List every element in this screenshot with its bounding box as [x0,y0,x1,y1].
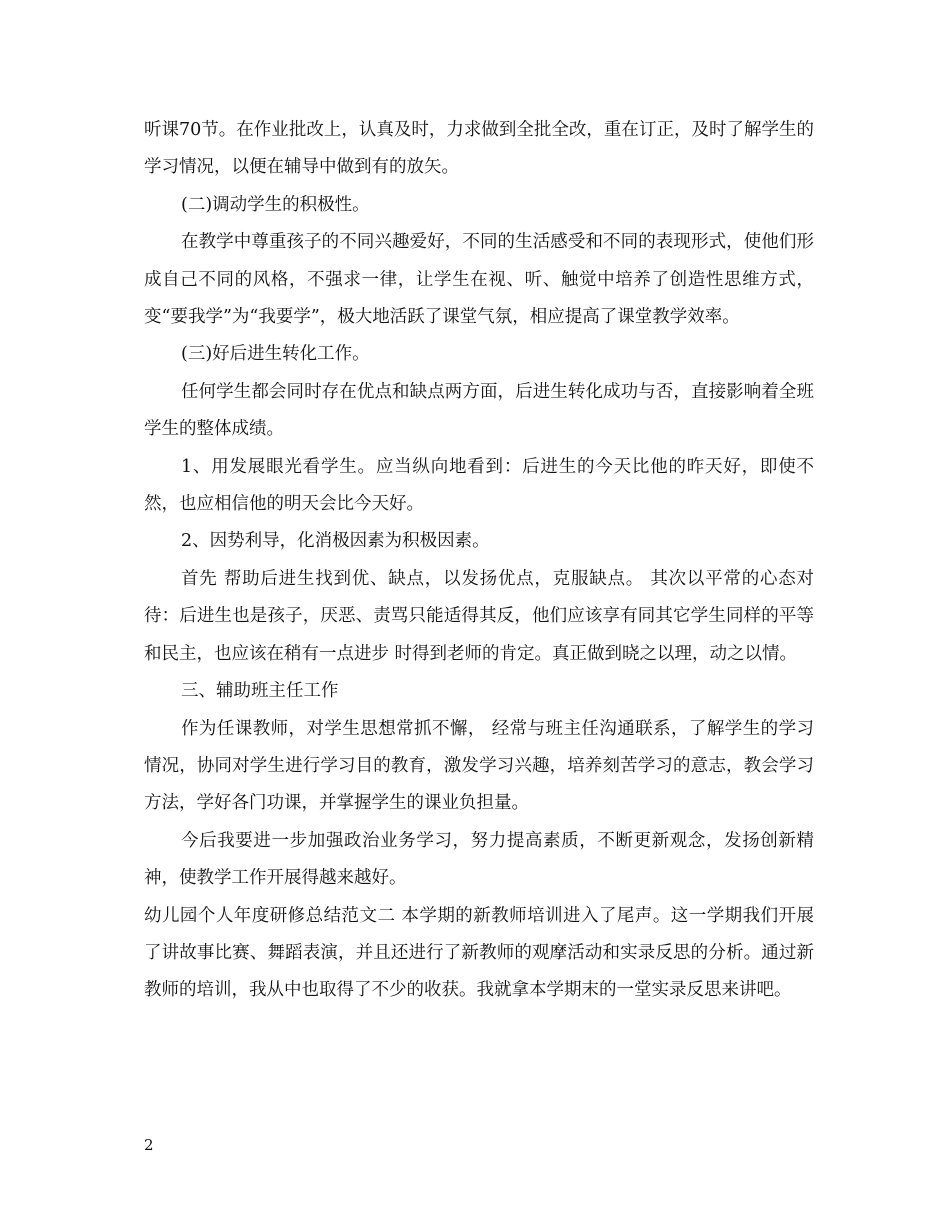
paragraph-strengths-weaknesses: 任何学生都会同时存在优点和缺点两方面，后进生转化成功与否，直接影响着全班学生的整体成绩。 [144,381,814,440]
paragraph-continuation: 听课70节。在作业批改上，认真及时，力求做到全批全改，重在订正，及时了解学生的学习情况，以便在辅导中做到有的放矢。 [144,120,814,178]
page-number: 2 [144,1136,154,1154]
paragraph-first-help: 首先 帮助后进生找到优、缺点，以发扬优点，克服缺点。 其次以平常的心态对待：后进生也是孩子，厌恶、责骂只能适得其反，他们应该享有同其它学生同样的平等和民主，也应该在稍有一点进步 时得到老师的肯定。真正做到晓之以理，动之以情。 [144,568,814,664]
subheading-motivate-students: (二)调动学生的积极性。 [181,194,370,215]
subheading-underachiever-work: (三)好后进生转化工作。 [181,344,370,365]
paragraph-sample-two: 幼儿园个人年度研修总结范文二 本学期的新教师培训进入了尾声。这一学期我们开展了讲故事比赛、舞蹈表演，并且还进行了新教师的观摩活动和实录反思的分析。通过新教师的培训，我从中也取得了不少的收获。我就拿本学期末的一堂实录反思来讲吧。 [144,905,814,1001]
list-item-2: 2、因势利导，化消极因素为积极因素。 [181,531,490,552]
paragraph-future-plans: 今后我要进一步加强政治业务学习，努力提高素质，不断更新观念，发扬创新精神，使教学工作开展得越来越好。 [144,830,814,889]
paragraph-respect-interests: 在教学中尊重孩子的不同兴趣爱好，不同的生活感受和不同的表现形式，使他们形成自己不同的风格，不强求一律，让学生在视、听、触觉中培养了创造性思维方式，变“要我学”为“我要学”，极大地活跃了课堂气氛，相应提高了课堂教学效率。 [144,232,814,328]
section-heading-assist-head-teacher: 三、辅助班主任工作 [181,681,339,702]
list-item-1: 1、用发展眼光看学生。应当纵向地看到：后进生的今天比他的昨天好，即使不然，也应相信他的明天会比今天好。 [144,456,814,515]
document-body [144,112,814,1010]
paragraph-subject-teacher: 作为任课教师，对学生思想常抓不懈， 经常与班主任沟通联系，了解学生的学习情况，协同对学生进行学习目的教育，激发学习兴趣，培养刻苦学习的意志，教会学习方法，学好各门功课，并掌握学生的课业负担量。 [144,718,814,814]
